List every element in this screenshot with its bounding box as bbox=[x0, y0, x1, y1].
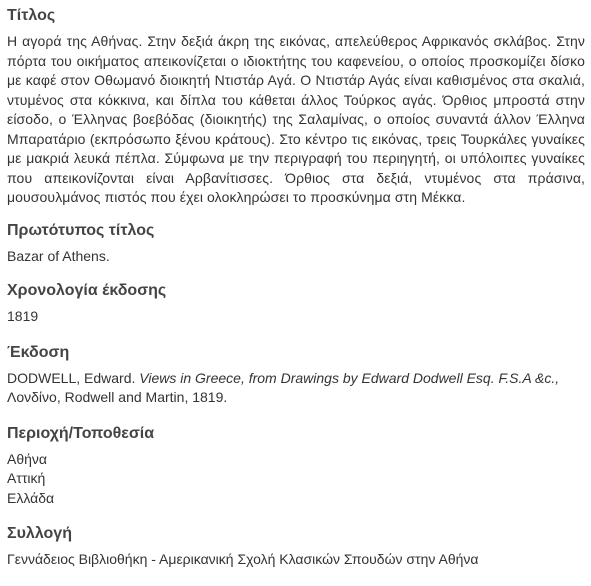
field-value-original-title: Bazar of Athens. bbox=[7, 247, 110, 264]
location-line: Αθήνα bbox=[7, 450, 48, 467]
field-label-collection: Συλλογή bbox=[7, 525, 72, 542]
field-edition bbox=[7, 343, 585, 408]
field-label-location: Περιοχή/Τοποθεσία bbox=[7, 424, 155, 442]
field-value-publication-date: 1819 bbox=[7, 308, 39, 324]
field-value-title: Η αγορά της Αθήνας. Στην δεξιά άκρη της εικόνας, απελεύθερος Αφρικανός σκλάβος. Στην πόρτα του οικήματος απεικονίζεται ο ιδιοκτήτης του καφενείου, ο οποίος προσκομίζει δίσκο με καφέ στον Οθωμανό διοικητή Ντιστάρ Αγά. Ο Ντιστάρ Αγάς είναι καθισμένος στα σκαλιά, ντυμένος στα κόκκινα, και δίπλα του κάθεται άλλος Τούρκος αγάς. Όρθιος μπροστά στην είσοδο, ο Έλληνας βοεβόδας (διοικητής) της Σαλαμίνας, ο οποίος συναντά άλλον Έλληνα Μπαρατάριο (εκπρόσωπο ξένου κράτους). Στο κέντρο τις εικόνας, τρεις Τουρκάλες γυναίκες με μακριά λευκά πέπλα. Σύμφωνα με την περιγραφή του περιηγητή, οι υπόλοιπες γυναίκες που απεικονίζονται είναι Αρβανίτισσες. Όρθιος στα δεξιά, ντυμένος στα πράσινα, μουσουλμάνος πιστός που έχει ολοκληρώσει το προσκύνημα στη Μέκκα. bbox=[7, 33, 585, 205]
edition-imprint: Λονδίνο, Rodwell and Martin, 1819. bbox=[7, 389, 228, 405]
location-line: Ελλάδα bbox=[7, 489, 55, 506]
field-label-title: Τίτλος bbox=[7, 7, 56, 24]
field-location bbox=[7, 424, 585, 509]
edition-author: DODWELL, Edward. bbox=[7, 369, 136, 386]
location-line: Αττική bbox=[7, 470, 46, 486]
field-label-publication-date: Χρονολογία έκδοσης bbox=[7, 282, 167, 299]
field-value-collection: Γεννάδειος Βιβλιοθήκη - Αμερικανική Σχολή Κλασικών Σπουδών στην Αθήνα bbox=[7, 551, 479, 567]
edition-work: Views in Greece, from Drawings by Edward Dodwell Esq. F.S.A &c., bbox=[139, 369, 560, 386]
field-value-location bbox=[7, 450, 585, 509]
field-value-edition bbox=[7, 369, 585, 408]
field-label-original-title: Πρωτότυπος τίτλος bbox=[7, 221, 155, 239]
field-original-title bbox=[7, 221, 585, 267]
field-publication-date bbox=[7, 281, 585, 327]
field-collection bbox=[7, 524, 585, 570]
field-label-edition: Έκδοση bbox=[7, 343, 70, 361]
field-title bbox=[7, 6, 585, 208]
